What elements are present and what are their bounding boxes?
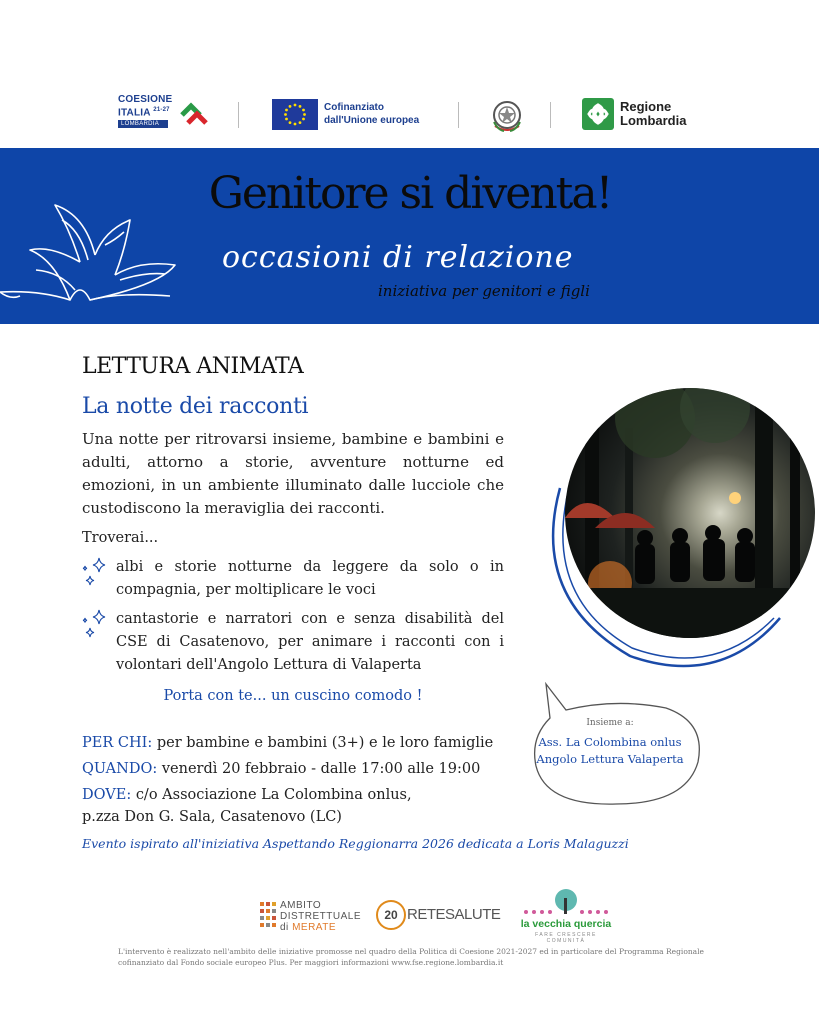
bubble-content bbox=[530, 718, 690, 768]
list-item bbox=[82, 556, 504, 602]
subtitle: occasioni di relazione bbox=[222, 240, 574, 275]
dove-line bbox=[82, 784, 412, 806]
retesalute-number: 20 bbox=[376, 900, 406, 930]
photo-image bbox=[565, 388, 815, 638]
cushion-note: Porta con te... un cuscino comodo ! bbox=[163, 688, 423, 704]
regione-lombardia-rose-icon bbox=[582, 98, 614, 130]
dot-grid-icon bbox=[260, 900, 278, 934]
eu-flag-icon bbox=[272, 99, 318, 130]
coesione-line2: ITALIA $^{21-27}$ bbox=[118, 107, 170, 119]
sparkle-icon bbox=[82, 608, 108, 642]
troverai-label: Troverai... bbox=[82, 530, 159, 546]
vecchia-name: la vecchia quercia bbox=[520, 918, 612, 930]
ambito-merate-logo bbox=[260, 900, 362, 938]
event-title: La notte dei racconti bbox=[82, 394, 309, 419]
tree-icon bbox=[516, 888, 616, 918]
divider bbox=[458, 102, 459, 128]
dove-value: c/o Associazione La Colombina onlus, bbox=[135, 787, 412, 803]
divider bbox=[550, 102, 551, 128]
italian-republic-emblem-icon bbox=[490, 96, 524, 136]
quando-label: QUANDO: bbox=[82, 761, 158, 777]
dove-line2: p.zza Don G. Sala, Casatenovo (LC) bbox=[82, 809, 342, 825]
bullet-text: cantastorie e narratori con e senza disabilità del CSE di Casatenovo, per animare i racconti con i volontari dell'Angolo Lettura di Valaperta bbox=[116, 611, 504, 673]
eu-cofinanziato-text bbox=[324, 101, 419, 127]
regione-line1: Regione bbox=[620, 99, 672, 114]
sparkle-icon bbox=[82, 556, 108, 590]
tagline: iniziativa per genitori e figli bbox=[378, 282, 590, 300]
eu-line2: dall'Unione europea bbox=[324, 115, 420, 126]
divider bbox=[238, 102, 239, 128]
per-chi-value: per bambine e bambini (3+) e le loro famiglie bbox=[156, 735, 494, 751]
ambito-line2: DISTRETTUALE bbox=[280, 911, 362, 922]
per-chi-label: PER CHI: bbox=[82, 735, 153, 751]
partner-angolo-lettura: Angolo Lettura Valaperta bbox=[536, 752, 684, 766]
coesione-region: LOMBARDIA bbox=[118, 120, 168, 128]
eu-line1: Cofinanziato bbox=[324, 102, 384, 113]
legal-note: L'intervento è realizzato nell'ambito delle iniziative promosse nel quadro della Politica di Coesione 2021-2027 ed in particolare del Programma Regionale cofinanziato dal Fondo sociale europeo Plus. Per maggiori informazioni www.fse.regione.lombardia.it bbox=[118, 947, 704, 967]
vecchia-tagline: FARE CRESCERE COMUNITÀ bbox=[535, 932, 597, 944]
retesalute-name: RETESALUTE bbox=[407, 906, 501, 923]
coesione-line1: COESIONE bbox=[118, 94, 173, 105]
bullet-text: albi e storie notturne da leggere da solo o in compagnia, per moltiplicare le voci bbox=[116, 559, 504, 598]
list-item bbox=[82, 608, 504, 677]
ambito-line3: di MERATE bbox=[280, 922, 336, 933]
night-campfire-photo bbox=[565, 388, 815, 638]
inspiration-note: Evento ispirato all'iniziativa Aspettando Reggionarra 2026 dedicata a Loris Malaguzzi bbox=[82, 836, 629, 851]
logo-bar bbox=[0, 92, 819, 142]
quando-value: venerdì 20 febbraio - dalle 17:00 alle 19:00 bbox=[161, 761, 481, 777]
bubble-heading: Insieme a: bbox=[586, 718, 634, 728]
coesione-italia-logo bbox=[118, 95, 172, 128]
event-kicker: LETTURA ANIMATA bbox=[82, 354, 304, 379]
quando-line bbox=[82, 758, 480, 780]
title-banner bbox=[0, 148, 819, 324]
ambito-line1: AMBITO bbox=[280, 900, 322, 911]
event-intro: Una notte per ritrovarsi insieme, bambine e bambini e adulti, attorno a storie, avventure notturne ed emozioni, in un ambiente illuminato dalle lucciole che custodiscono la meraviglia dei racconti. bbox=[82, 430, 504, 517]
coesione-arrows-icon bbox=[178, 101, 208, 127]
ambito-text bbox=[280, 900, 370, 933]
partner-colombina: Ass. La Colombina onlus bbox=[538, 735, 682, 749]
per-chi-line bbox=[82, 732, 493, 754]
regione-lombardia-text bbox=[620, 100, 686, 128]
dove-label: DOVE: bbox=[82, 787, 132, 803]
regione-line2: Lombardia bbox=[620, 113, 687, 128]
main-title: Genitore si diventa! bbox=[208, 168, 612, 219]
vecchia-quercia-logo bbox=[516, 888, 616, 944]
